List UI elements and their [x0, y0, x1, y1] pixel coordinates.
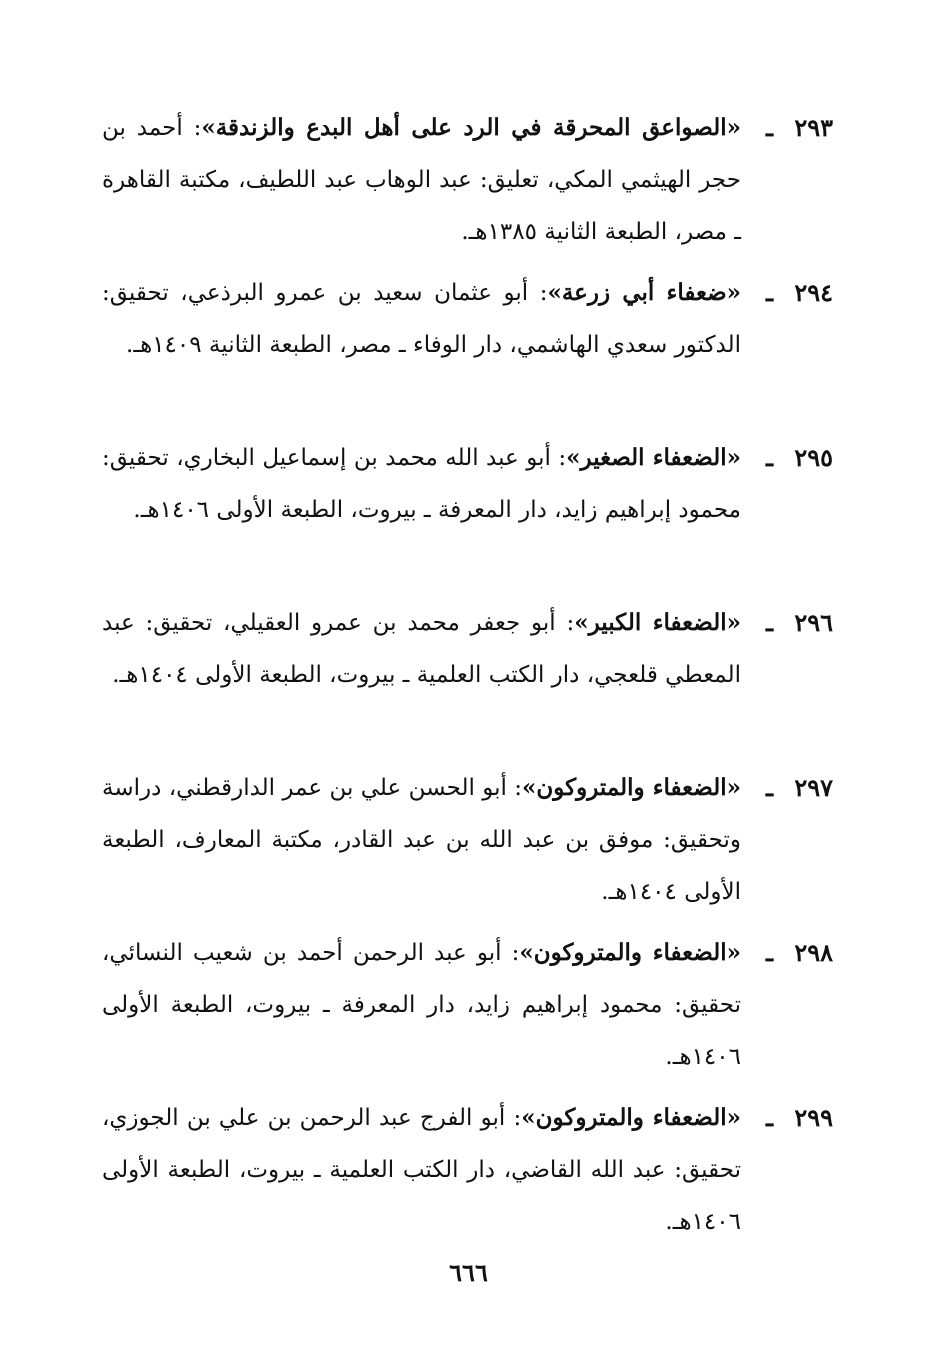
bibliography-entry [102, 1092, 833, 1257]
bibliography-entry [102, 762, 833, 927]
entry-dash: ـ [765, 608, 773, 637]
bibliography-entry [102, 267, 833, 432]
entry-details: : أبو عبد الله محمد بن إسماعيل البخاري، تحقيق: محمود إبراهيم زايد، دار المعرفة ـ بيروت، الطبعة الأولى ١٤٠٦هـ. [102, 445, 741, 523]
entry-title: «الضعفاء الصغير» [566, 444, 741, 471]
page-number: ٦٦٦ [449, 1258, 488, 1287]
entry-number: ٢٩٣ [794, 113, 833, 142]
bibliography-entry [102, 927, 833, 1092]
entry-details: : أبو عثمان سعيد بن عمرو البرذعي، تحقيق: الدكتور سعدي الهاشمي، دار الوفاء ـ مصر، الطبعة الثانية ١٤٠٩هـ. [102, 280, 741, 358]
entry-title: «الضعفاء الكبير» [574, 609, 741, 636]
entry-text [102, 597, 741, 701]
entry-details: : أبو عبد الرحمن أحمد بن شعيب النسائي، تحقيق: محمود إبراهيم زايد، دار المعرفة ـ بيروت، الطبعة الأولى ١٤٠٦هـ. [102, 940, 741, 1070]
entry-details: : أبو الفرج عبد الرحمن بن علي بن الجوزي، تحقيق: عبد الله القاضي، دار الكتب العلمية ـ بيروت، الطبعة الأولى ١٤٠٦هـ. [102, 1105, 741, 1235]
bibliography-entry [102, 102, 833, 267]
entry-number: ٢٩٨ [794, 938, 833, 967]
entry-dash: ـ [765, 938, 773, 967]
entry-dash: ـ [765, 773, 773, 802]
entry-number: ٢٩٩ [794, 1103, 833, 1132]
bibliography-list [102, 102, 833, 1257]
entry-dash: ـ [765, 1103, 773, 1132]
entry-text [102, 267, 741, 371]
entry-title: «الضعفاء والمتروكون» [522, 774, 741, 801]
entry-number: ٢٩٥ [794, 443, 833, 472]
entry-title: «ضعفاء أبي زرعة» [547, 279, 741, 306]
entry-details: : أبو جعفر محمد بن عمرو العقيلي، تحقيق: عبد المعطي قلعجي، دار الكتب العلمية ـ بيروت، الطبعة الأولى ١٤٠٤هـ. [102, 610, 741, 688]
entry-text [102, 432, 741, 536]
entry-text [102, 762, 741, 918]
entry-number: ٢٩٧ [794, 773, 833, 802]
bibliography-entry [102, 597, 833, 762]
entry-dash: ـ [765, 278, 773, 307]
entry-text [102, 102, 741, 258]
entry-details: : أبو الحسن علي بن عمر الدارقطني، دراسة وتحقيق: موفق بن عبد الله بن عبد القادر، مكتبة المعارف، الطبعة الأولى ١٤٠٤هـ. [102, 775, 741, 905]
entry-dash: ـ [765, 443, 773, 472]
entry-details: : أحمد بن حجر الهيثمي المكي، تعليق: عبد الوهاب عبد اللطيف، مكتبة القاهرة ـ مصر، الطبعة الثانية ١٣٨٥هـ. [102, 115, 741, 245]
entry-title: «الضعفاء والمتروكون» [521, 1104, 741, 1131]
entry-number: ٢٩٦ [794, 608, 833, 637]
bibliography-entry [102, 432, 833, 597]
entry-dash: ـ [765, 113, 773, 142]
entry-number: ٢٩٤ [794, 278, 833, 307]
entry-text [102, 1092, 741, 1248]
entry-title: «الصواعق المحرقة في الرد على أهل البدع والزندقة» [201, 114, 741, 141]
entry-title: «الضعفاء والمتروكون» [519, 939, 741, 966]
entry-text [102, 927, 741, 1083]
